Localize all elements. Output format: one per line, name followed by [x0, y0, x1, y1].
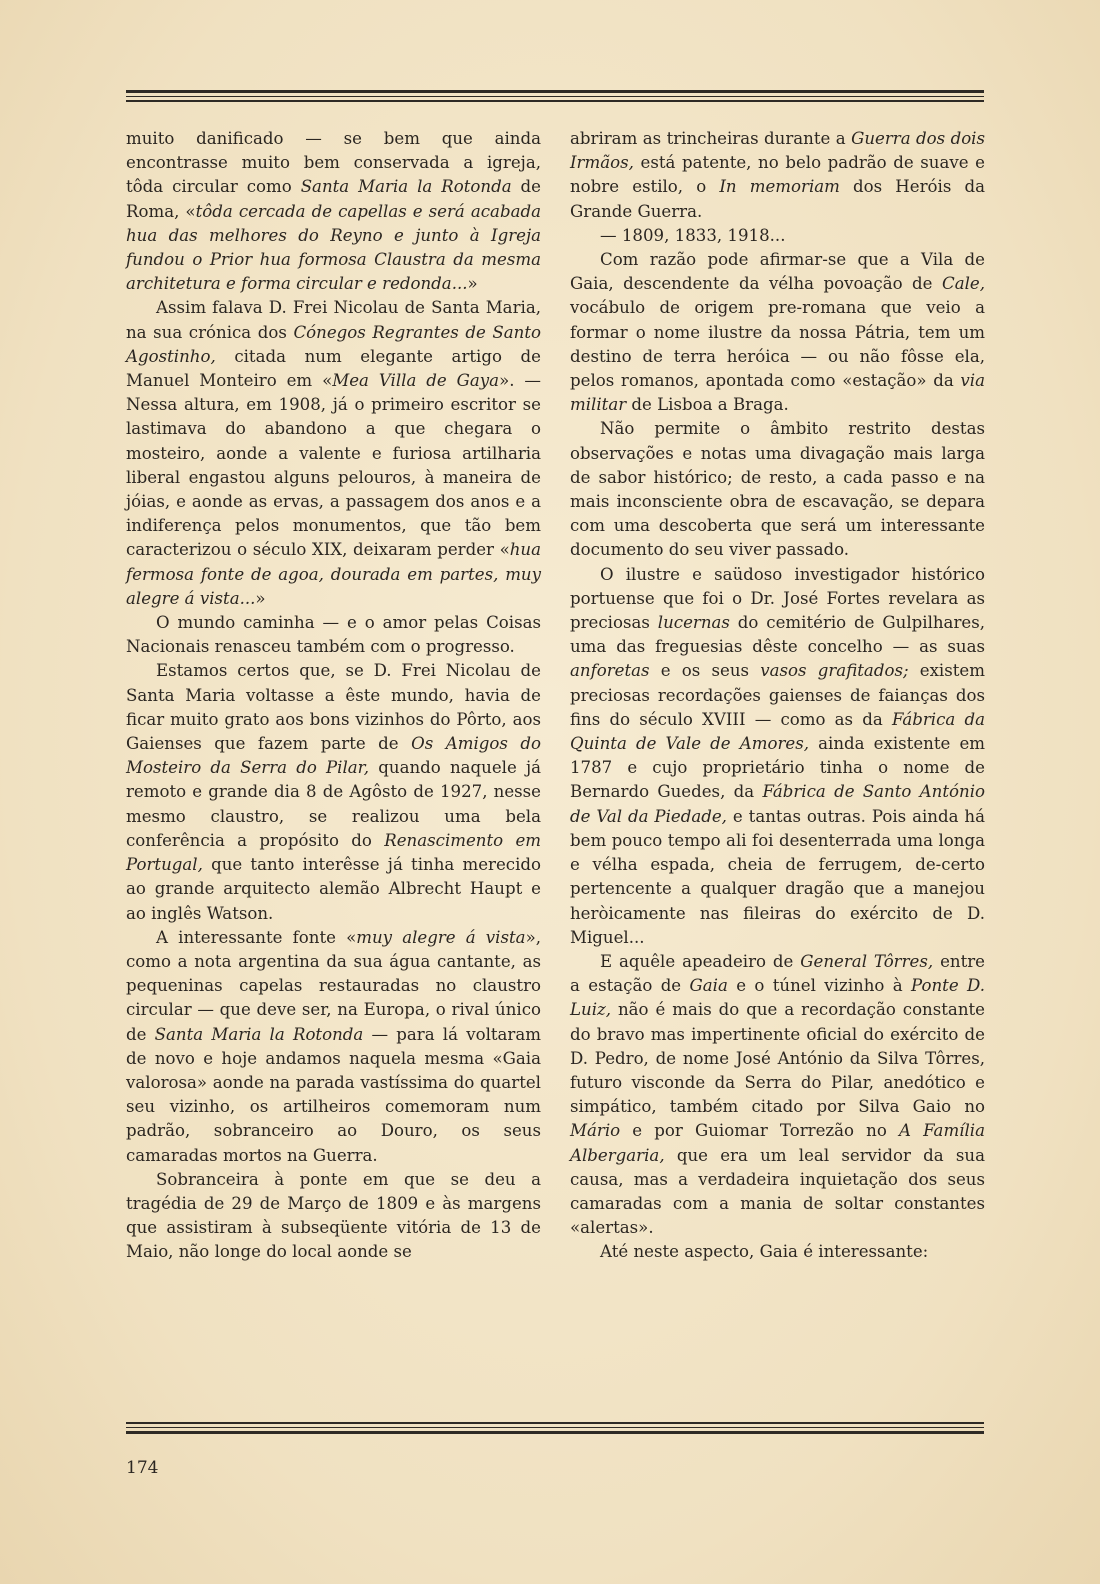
paragraph	[570, 417, 985, 562]
italic-text-run: Guerra dos dois Irmãos,	[570, 129, 986, 173]
paragraph	[126, 926, 541, 1168]
text-run: citada num elegante artigo de Manuel Monteiro em «	[126, 346, 541, 391]
text-run: entre a estação de	[570, 951, 985, 996]
paragraph	[570, 127, 985, 224]
paragraph	[570, 563, 985, 950]
paragraph	[126, 127, 541, 296]
text-run: e por Guiomar Torrezão no	[620, 1121, 900, 1141]
left-text-column	[126, 127, 541, 1265]
text-run: e tantas outras. Pois ainda há bem pouco tempo ali foi desenterrada uma longa e vélha espada, cheia de ferrugem, de-certo pertencente a qualquer dragão que a manejou heròicamente nas fileiras do exército de D. Miguel...	[570, 806, 986, 947]
text-run: Estamos certos que, se D. Frei Nicolau de Santa Maria voltasse a êste mundo, havia de ficar muito grato aos bons vizinhos do Pôrto, aos Gaienses que fazem parte de	[126, 661, 541, 754]
italic-text-run: Santa Maria la Rotonda	[300, 177, 512, 197]
text-run: Com razão pode afirmar-se que a Vila de Gaia, descendente da vélha povoação de	[570, 250, 985, 294]
italic-text-run: Mea Villa de Gaya	[332, 371, 500, 391]
italic-text-run: lucernas	[657, 613, 730, 633]
italic-text-run: Cale,	[942, 274, 985, 294]
text-run: — 1809, 1833, 1918...	[600, 225, 786, 245]
text-run: muito danificado — se bem que ainda encontrasse muito bem conservada a igreja, tôda circular como	[126, 129, 541, 197]
paragraph	[570, 950, 985, 1240]
text-run: que tanto interêsse já tinha merecido ao grande arquitecto alemão Albrecht Haupt e ao inglês Watson.	[126, 855, 541, 923]
text-run: existem preciosas recordações gaienses de faianças dos fins do século XVIII — como as da	[570, 661, 985, 729]
text-run: de Roma, «	[126, 177, 542, 221]
paragraph	[570, 1240, 985, 1264]
italic-text-run: via militar	[570, 371, 985, 415]
text-run: que era um leal servidor da sua causa, mas a verdadeira inquietação dos seus camaradas com a mania de soltar constantes «alertas».	[570, 1145, 985, 1238]
text-run: Sobranceira à ponte em que se deu a tragédia de 29 de Março de 1809 e às margens que assistiram à subseqüente vitória de 13 de Maio, não longe do local aonde se	[126, 1169, 541, 1262]
bottom-decorative-rule	[126, 1422, 984, 1436]
italic-text-run: Gaia	[689, 976, 728, 996]
text-run: não é mais do que a recordação constante do bravo mas impertinente oficial do exército de D. Pedro, de nome José António da Silva Tôrres, futuro visconde da Serra do Pilar, anedótico e simpático, também citado por Silva Gaio no	[570, 1000, 985, 1117]
text-run: dos Heróis da Grande Guerra.	[570, 177, 985, 221]
right-text-column	[570, 127, 985, 1265]
text-run: do cemitério de Gulpilhares, uma das freguesias dêste concelho — as suas	[570, 613, 985, 657]
page-number: 174	[126, 1458, 159, 1478]
paragraph	[126, 1168, 541, 1265]
italic-text-run: Mário	[570, 1121, 621, 1141]
italic-text-run: Renascimento em Portugal,	[126, 830, 542, 875]
text-run: Assim falava D. Frei Nicolau de Santa Maria, na sua crónica dos	[126, 298, 541, 342]
text-run: ». — Nessa altura, em 1908, já o primeiro escritor se lastimava do abandono a que chegara o mosteiro, aonde a valente e furiosa artilharia liberal engastou alguns pelouros, à maneira de jóias, e aonde as ervas, a passagem dos anos e a indiferença pelos monumentos, que tão bem caracterizou o século XIX, deixaram perder «	[126, 371, 541, 560]
italic-text-run: tôda cercada de capellas e será acabada hua das melhores do Reyno e junto à Igreja fundou o Prior hua formosa Claustra da mesma architetura e forma circular e redonda...	[126, 201, 541, 294]
italic-text-run: hua fermosa fonte de agoa, dourada em partes, muy alegre á vista...	[126, 540, 541, 608]
top-decorative-rule	[126, 90, 984, 104]
italic-text-run: anforetas	[570, 661, 650, 681]
italic-text-run: In memoriam	[719, 177, 840, 197]
italic-text-run: A Família Albergaria,	[570, 1121, 985, 1165]
italic-text-run: Os Amigos do Mosteiro da Serra do Pilar,	[126, 734, 541, 778]
text-run: »	[467, 274, 478, 294]
text-run: », como a nota argentina da sua água cantante, as pequeninas capelas restauradas no claustro circular — que deve ser, na Europa, o rival único de	[126, 927, 541, 1044]
italic-text-run: Cónegos Regrantes de Santo Agostinho,	[126, 322, 541, 366]
text-run: ainda existente em 1787 e cujo proprietário tinha o nome de Bernardo Guedes, da	[570, 734, 985, 802]
text-run: O ilustre e saüdoso investigador histórico portuense que foi o Dr. José Fortes revelara as preciosas	[570, 564, 985, 633]
paragraph	[570, 248, 985, 417]
italic-text-run: Santa Maria la Rotonda	[154, 1024, 364, 1044]
paragraph	[570, 224, 985, 248]
italic-text-run: Fábrica da Quinta de Vale de Amores,	[570, 709, 985, 754]
italic-text-run: Fábrica de Santo António de Val da Piedade,	[570, 782, 985, 826]
text-run: está patente, no belo padrão de suave e nobre estilo, o	[570, 153, 985, 197]
text-run: Até neste aspecto, Gaia é interessante:	[600, 1242, 929, 1262]
paragraph	[126, 296, 541, 611]
text-run: — para lá voltaram de novo e hoje andamos naquela mesma «Gaia valorosa» aonde na parada vastíssima do quartel seu vizinho, os artilheiros comemoram num padrão, sobranceiro ao Douro, os seus camaradas mortos na Guerra.	[126, 1024, 541, 1165]
text-run: de Lisboa a Braga.	[626, 395, 789, 415]
text-run: quando naquele já remoto e grande dia 8 de Agôsto de 1927, nesse mesmo claustro, se realizou uma bela conferência a propósito do	[126, 758, 541, 850]
text-run: Não permite o âmbito restrito destas observações e notas uma divagação mais larga de sabor histórico; de resto, a cada passo e na mais inconsciente obra de escavação, se depara com uma descoberta que será um interessante documento do seu viver passado.	[570, 419, 985, 560]
italic-text-run: Ponte D. Luiz,	[570, 976, 986, 1020]
paragraph	[126, 659, 541, 925]
text-run: vocábulo de origem pre-romana que veio a formar o nome ilustre da nossa Pátria, tem um destino de terra heróica — ou não fôsse ela, pelos romanos, apontada como «estação» da	[570, 298, 985, 391]
text-run: A interessante fonte «	[156, 927, 357, 947]
text-run: E aquêle apeadeiro de	[600, 951, 801, 971]
italic-text-run: muy alegre á vista	[356, 927, 526, 947]
text-run: »	[255, 588, 266, 608]
italic-text-run: General Tôrres,	[800, 951, 934, 971]
italic-text-run: vasos grafitados;	[760, 661, 909, 681]
text-run: abriram as trincheiras durante a	[570, 129, 852, 148]
text-run: O mundo caminha — e o amor pelas Coisas Nacionais renasceu também com o progresso.	[126, 613, 541, 657]
paragraph	[126, 611, 541, 659]
text-run: e os seus	[649, 661, 761, 681]
text-run: e o túnel vizinho à	[727, 976, 911, 996]
